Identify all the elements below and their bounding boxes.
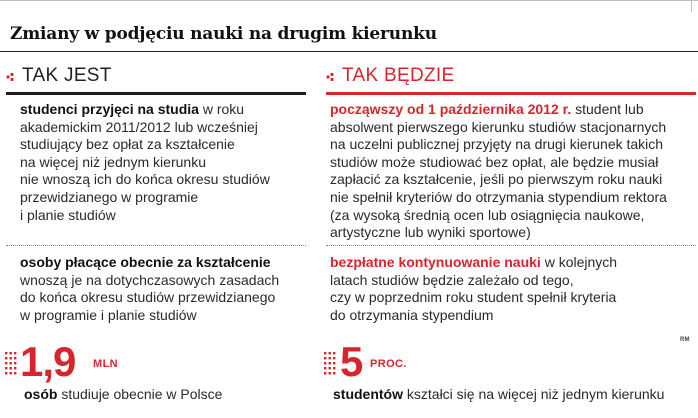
right-block-1-line: absolwent pierwszego kierunku studiów stacjonarnych bbox=[330, 118, 667, 135]
right-heading-text: TAK BĘDZIE bbox=[342, 65, 455, 86]
right-block-2-line: do otrzymania stypendium bbox=[330, 306, 494, 323]
left-block-1-line: studiujący bez opłat za kształcenie bbox=[20, 136, 235, 153]
left-block-2 bbox=[20, 254, 305, 324]
left-block-1-line: akademickim 2011/2012 lub wcześniej bbox=[20, 118, 258, 135]
right-block-2-lead: bezpłatne kontynuowanie nauki bbox=[330, 254, 541, 270]
stat-caption: osób studiuje obecnie w Polsce bbox=[24, 386, 223, 402]
left-block-2-lead: osoby płacące obecnie za kształcenie bbox=[20, 254, 271, 270]
left-block-1-line: na więcej niż jednym kierunku bbox=[20, 153, 206, 170]
right-block-1-lead: począwszy od 1 października 2012 r. bbox=[330, 101, 572, 117]
left-block-2-line-0 bbox=[20, 254, 305, 272]
stat-unit: MLN bbox=[93, 358, 119, 370]
left-block-1 bbox=[20, 101, 305, 224]
right-block-2-line: czy w poprzednim roku student spełnił kryteria bbox=[330, 289, 617, 306]
right-block-1-line-0: począwszy od 1 października 2012 r. student lub bbox=[330, 101, 644, 117]
left-block-2-line: w programie i planie studiów bbox=[20, 306, 197, 323]
right-block-1-line: na uczelni publicznej przyjęty na drugi kierunek takich bbox=[330, 136, 664, 153]
arrow-marker-icon bbox=[6, 70, 18, 84]
right-block-1-line: zapłacić za kształcenie, jeśli po pierwszym roku nauki bbox=[330, 171, 663, 188]
right-block-1-line: artystyczne lub wyniki sportowe) bbox=[330, 224, 531, 241]
right-dotted-separator bbox=[326, 245, 696, 246]
stat-value: 5 bbox=[340, 338, 363, 385]
left-block-1-line-0: studenci przyjęci na studia w roku bbox=[20, 101, 245, 117]
left-heading-bar bbox=[6, 92, 306, 95]
right-block-1-line: (za wysoką średnią ocen lub osiągnięcia naukowe, bbox=[330, 206, 645, 223]
top-border bbox=[0, 0, 698, 1]
left-heading-text: TAK JEST bbox=[22, 65, 112, 86]
stat-multi-major-share bbox=[340, 340, 460, 386]
title-divider bbox=[0, 51, 698, 52]
page-title: Zmiany w podjęciu nauki na drugim kierunku bbox=[10, 24, 437, 44]
right-block-1-line: nie spełnił kryteriów do otrzymania stypendium rektora bbox=[330, 188, 667, 205]
stat-unit: PROC. bbox=[370, 358, 407, 370]
right-block-1 bbox=[330, 101, 695, 242]
corner-mark bbox=[691, 0, 692, 12]
left-block-1-line: przewidzianego w programie bbox=[20, 188, 199, 205]
left-block-2-line: wnoszą je na dotychczasowych zasadach bbox=[20, 271, 280, 288]
source-credit: RM bbox=[680, 337, 690, 343]
stat-value: 1,9 bbox=[20, 338, 76, 385]
arrow-marker-icon bbox=[326, 70, 338, 84]
left-block-1-lead: studenci przyjęci na studia bbox=[20, 101, 199, 117]
left-block-1-line: i planie studiów bbox=[20, 206, 116, 223]
right-block-2-line-0: bezpłatne kontynuowanie nauki w kolejnych bbox=[330, 254, 618, 270]
left-block-2-line: do końca okresu studiów przewidzianego bbox=[20, 289, 276, 306]
right-block-2 bbox=[330, 254, 695, 324]
left-block-1-line: nie wnoszą ich do końca okresu studiów bbox=[20, 171, 270, 188]
stat-dots-icon bbox=[4, 350, 18, 378]
right-block-1-line: studiów może studiować bez opłat, ale będzie musiał bbox=[330, 153, 659, 170]
stat-students-total bbox=[20, 340, 140, 386]
right-heading-bar bbox=[326, 92, 696, 95]
right-block-2-line: latach studiów będzie zależało od tego, bbox=[330, 271, 574, 288]
stat-dots-icon bbox=[323, 350, 337, 378]
stat-caption: studentów kształci się na więcej niż jednym kierunku bbox=[333, 386, 665, 402]
left-dotted-separator bbox=[6, 245, 306, 246]
